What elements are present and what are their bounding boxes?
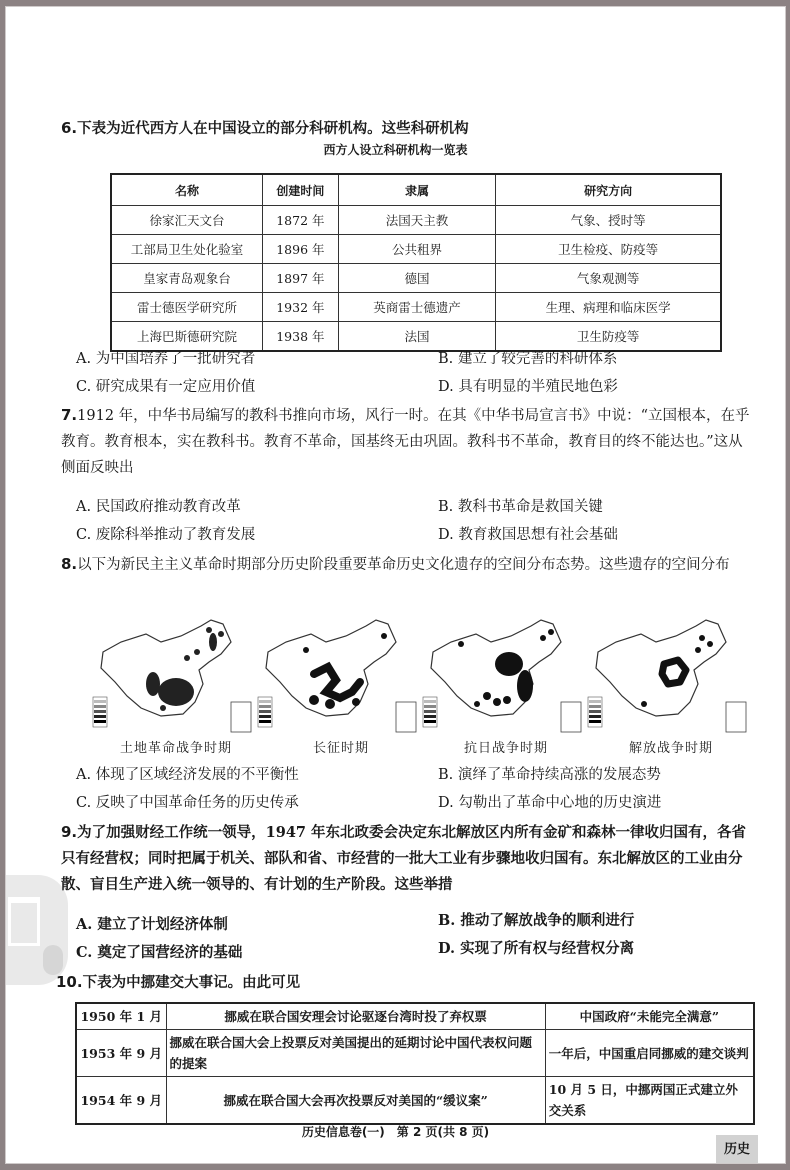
question-6 <box>61 115 751 142</box>
q7-option-b[interactable]: B. 教科书革命是救国关键 <box>438 499 603 515</box>
china-map-icon <box>586 612 756 737</box>
question-6-stem: 下表为近代西方人在中国设立的部分科研机构。这些科研机构 <box>77 120 469 137</box>
cell-research: 卫生检疫、防疫等 <box>496 235 721 264</box>
cell-founded: 1897 年 <box>262 264 338 293</box>
cell-name: 雷士德医学研究所 <box>111 293 262 322</box>
cell-result: 中国政府“未能完全满意” <box>545 1003 754 1030</box>
map-caption: 解放战争时期 <box>628 741 713 756</box>
cell-founded: 1938 年 <box>262 322 338 352</box>
heritage-maps <box>91 612 761 762</box>
table-row <box>111 293 721 322</box>
question-7 <box>61 402 751 481</box>
table-row <box>111 235 721 264</box>
question-9 <box>61 819 751 898</box>
table-row <box>111 264 721 293</box>
q8-option-b[interactable]: B. 演绎了革命持续高涨的发展态势 <box>438 767 661 783</box>
page-footer: 历史信息卷(一) 第 2 页(共 8 页) <box>301 1125 490 1139</box>
cell-affiliation: 法国 <box>338 322 495 352</box>
q9-option-a[interactable]: A. 建立了计划经济体制 <box>76 916 228 933</box>
china-map-icon <box>91 612 261 737</box>
map-long-march <box>256 612 426 762</box>
table-row <box>111 206 721 235</box>
map-liberation-war <box>586 612 756 762</box>
question-8-stem: 以下为新民主主义革命时期部分历史阶段重要革命历史文化遗存的空间分布态势。这些遗存的空间分布 <box>77 557 730 573</box>
map-caption: 土地革命战争时期 <box>119 741 232 756</box>
q8-option-d[interactable]: D. 勾勒出了革命中心地的历史演进 <box>438 795 662 811</box>
question-10-stem: 下表为中挪建交大事记。由此可见 <box>82 974 301 991</box>
cell-research: 气象、授时等 <box>496 206 721 235</box>
table-row <box>76 1030 754 1077</box>
cell-name: 上海巴斯德研究院 <box>111 322 262 352</box>
map-anti-japanese-war <box>421 612 591 762</box>
q7-option-a[interactable]: A. 民国政府推动教育改革 <box>76 499 241 515</box>
q9-option-b[interactable]: B. 推动了解放战争的顺利进行 <box>438 912 635 929</box>
question-8 <box>61 551 751 578</box>
q10-events-table <box>75 1002 755 1125</box>
cell-research: 卫生防疫等 <box>496 322 721 352</box>
cell-event: 挪威在联合国大会上投票反对美国提出的延期讨论中国代表权问题的提案 <box>166 1030 545 1077</box>
header-founded: 创建时间 <box>262 174 338 206</box>
cell-affiliation: 法国天主教 <box>338 206 495 235</box>
cell-name: 皇家青岛观象台 <box>111 264 262 293</box>
q9-option-d[interactable]: D. 实现了所有权与经营权分离 <box>438 940 635 957</box>
table-header-row <box>111 174 721 206</box>
cell-date: 1954 年 9 月 <box>76 1077 166 1125</box>
subject-tab: 历史 <box>716 1135 758 1163</box>
question-7-stem: 1912 年，中华书局编写的教科书推向市场，风行一时。在其《中华书局宣言书》中说：“立国根本，在乎教育。教育根本，实在教科书。教育不革命，国基终无由巩固。教科书不革命，教育目的终不能达也。”这从侧面反映出 <box>61 408 750 476</box>
map-land-revolution <box>91 612 261 762</box>
map-caption: 抗日战争时期 <box>463 741 548 756</box>
q6-option-c[interactable]: C. 研究成果有一定应用价值 <box>76 379 256 395</box>
cell-date: 1953 年 9 月 <box>76 1030 166 1077</box>
china-map-icon <box>421 612 591 737</box>
map-caption: 长征时期 <box>312 741 369 756</box>
cell-founded: 1872 年 <box>262 206 338 235</box>
question-10 <box>56 969 746 996</box>
question-8-number: 8. <box>61 555 78 573</box>
q7-option-c[interactable]: C. 废除科举推动了教育发展 <box>76 527 256 543</box>
table-row <box>76 1003 754 1030</box>
cell-date: 1950 年 1 月 <box>76 1003 166 1030</box>
cell-founded: 1896 年 <box>262 235 338 264</box>
question-9-number: 9. <box>61 823 78 841</box>
cell-result: 10 月 5 日，中挪两国正式建立外交关系 <box>545 1077 754 1125</box>
header-affiliation: 隶属 <box>338 174 495 206</box>
q6-institutions-table <box>110 173 722 352</box>
q8-option-c[interactable]: C. 反映了中国革命任务的历史传承 <box>76 795 299 811</box>
question-9-stem: 为了加强财经工作统一领导，1947 年东北政委会决定东北解放区内所有金矿和森林一律收归国有，各省只有经营权；同时把属于机关、部队和省、市经营的一批大工业有步骤地收归国有。东北解放区的工业由分散、盲目生产进入统一领导的、有计划的生产阶段。这些举措 <box>61 824 747 893</box>
cell-event: 挪威在联合国安理会讨论驱逐台湾时投了弃权票 <box>166 1003 545 1030</box>
cell-research: 生理、病理和临床医学 <box>496 293 721 322</box>
cell-name: 徐家汇天文台 <box>111 206 262 235</box>
cell-affiliation: 公共租界 <box>338 235 495 264</box>
table-row <box>76 1077 754 1125</box>
q6-option-a[interactable]: A. 为中国培养了一批研究者 <box>76 351 256 367</box>
header-name: 名称 <box>111 174 262 206</box>
cell-event: 挪威在联合国大会再次投票反对美国的“缓议案” <box>166 1077 545 1125</box>
q8-option-a[interactable]: A. 体现了区域经济发展的不平衡性 <box>76 767 299 783</box>
cell-founded: 1932 年 <box>262 293 338 322</box>
question-7-number: 7. <box>61 406 78 424</box>
question-10-number: 10. <box>56 973 83 991</box>
cell-result: 一年后，中国重启同挪威的建交谈判 <box>545 1030 754 1077</box>
cell-affiliation: 德国 <box>338 264 495 293</box>
china-map-icon <box>256 612 426 737</box>
q7-option-d[interactable]: D. 教育救国思想有社会基础 <box>438 527 618 543</box>
exam-page <box>5 6 786 1164</box>
cell-name: 工部局卫生处化验室 <box>111 235 262 264</box>
header-research: 研究方向 <box>496 174 721 206</box>
q6-table-title: 西方人设立科研机构一览表 <box>323 143 468 157</box>
q6-option-b[interactable]: B. 建立了较完善的科研体系 <box>438 351 618 367</box>
cell-affiliation: 英商雷士德遗产 <box>338 293 495 322</box>
q6-option-d[interactable]: D. 具有明显的半殖民地色彩 <box>438 379 618 395</box>
cell-research: 气象观测等 <box>496 264 721 293</box>
question-6-number: 6. <box>61 119 78 137</box>
q9-option-c[interactable]: C. 奠定了国营经济的基础 <box>76 944 243 961</box>
table-row <box>111 322 721 352</box>
